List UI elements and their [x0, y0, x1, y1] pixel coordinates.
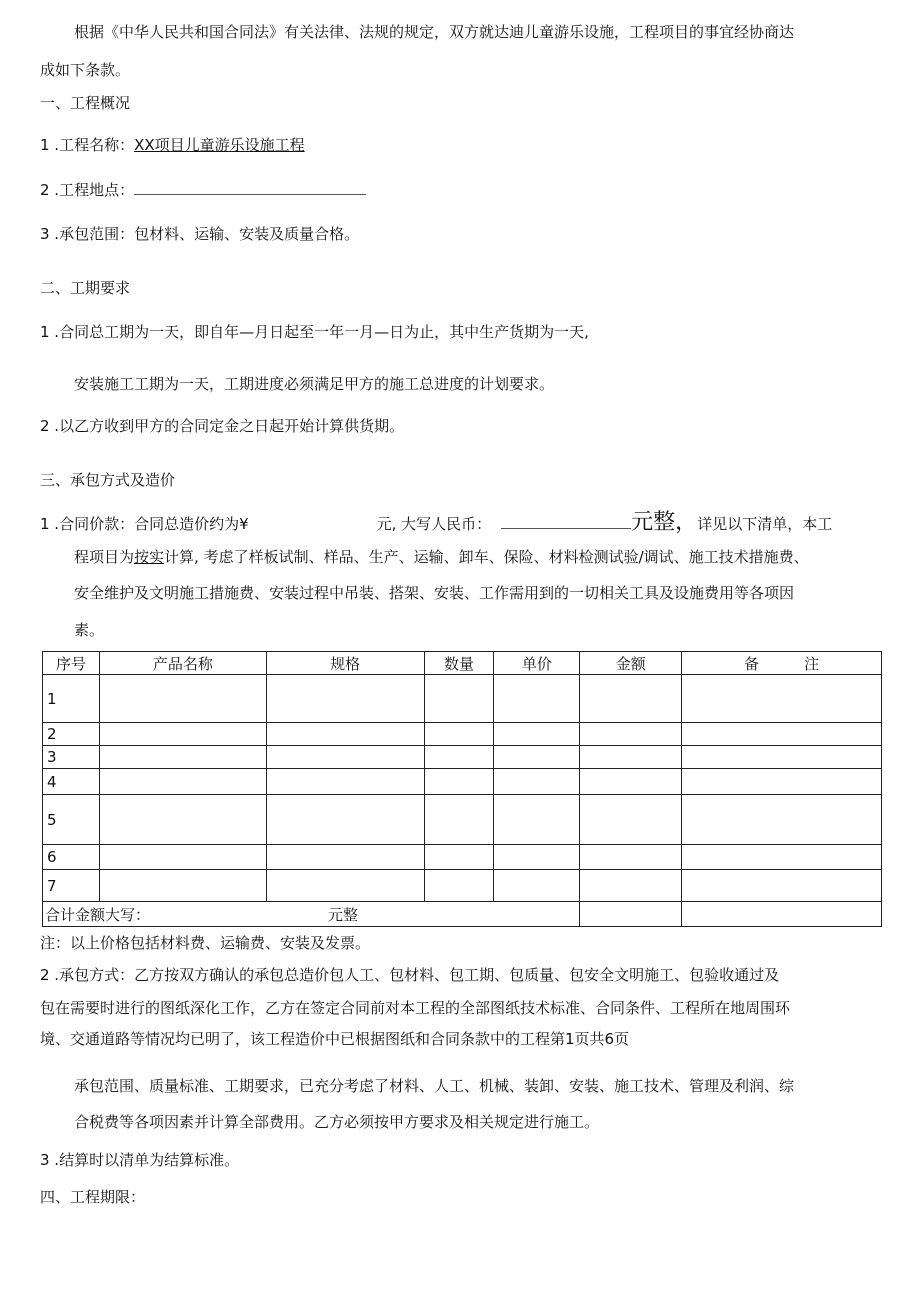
total-row — [43, 902, 882, 927]
table-row — [43, 870, 882, 902]
th: 数量 — [424, 652, 494, 675]
th: 备 注 — [682, 652, 882, 675]
th: 产品名称 — [99, 652, 266, 675]
total-label: 合计金额大写： — [45, 905, 151, 924]
table-row — [43, 845, 882, 870]
intro-line: 根据《中华人民共和国合同法》有关法律、法规的规定，双方就达迪儿童游乐设施，工程项目的事宜经协商达 — [74, 23, 795, 41]
site-blank — [134, 180, 366, 195]
table-row — [43, 746, 882, 769]
cell: 6 — [43, 845, 100, 870]
cell: 5 — [43, 795, 100, 845]
text: 计算, 考虑了样板试制、样品、生产、运输、卸车、保险、材料检测试验/调试、施工技术措施费、 — [164, 548, 809, 566]
intro-line: 成如下条款。 — [40, 61, 131, 79]
paragraph: 包在需要时进行的图纸深化工作，乙方在签定合同前对本工程的全部图纸技术标准、合同条件、工程所在地周围环 — [40, 999, 791, 1017]
cell: 4 — [43, 769, 100, 795]
price-line — [40, 510, 833, 535]
paragraph — [74, 547, 809, 567]
text: 元, 大写人民币： — [376, 515, 492, 533]
text: 元整， — [631, 510, 698, 535]
table-row — [43, 769, 882, 795]
paragraph: 安全维护及文明施工措施费、安装过程中吊装、搭架、安装、工作需用到的一切相关工具及设施费用等各项因 — [74, 584, 795, 602]
th: 单价 — [494, 652, 580, 675]
total-unit: 元整 — [328, 905, 359, 924]
text: 1 .合同价款：合同总造价约为¥ — [40, 515, 249, 533]
section-title: 三、承包方式及造价 — [40, 471, 176, 489]
project-name — [40, 135, 305, 155]
paragraph: 承包范围、质量标准、工期要求，已充分考虑了材料、人工、机械、装卸、安装、施工技术、管理及利润、综 — [74, 1077, 795, 1095]
section-title: 二、工期要求 — [40, 279, 131, 297]
paragraph: 素。 — [74, 621, 105, 639]
table-row — [43, 675, 882, 723]
note: 注：以上价格包括材料费、运输费、安装及发票。 — [40, 934, 371, 952]
price-table — [42, 651, 882, 927]
paragraph: 2 .以乙方收到甲方的合同定金之日起开始计算供货期。 — [40, 417, 405, 435]
section-title: 一、工程概况 — [40, 94, 131, 112]
cell: 3 — [43, 746, 100, 769]
paragraph: 2 .承包方式：乙方按双方确认的承包总造价包人工、包材料、包工期、包质量、包安全文明施工、包验收通过及 — [40, 966, 780, 984]
paragraph: 3 .结算时以清单为结算标准。 — [40, 1151, 240, 1169]
text: 程项目为 — [74, 548, 135, 566]
table-header — [43, 652, 882, 675]
th: 序号 — [43, 652, 100, 675]
paragraph: 合税费等各项因素并计算全部费用。乙方必须按甲方要求及相关规定进行施工。 — [74, 1113, 600, 1131]
paragraph: 1 .合同总工期为一天，即自年—月日起至一年一月—日为止，其中生产货期为一天, — [40, 323, 589, 341]
label: 2 .工程地点： — [40, 181, 135, 199]
amount-blank — [501, 514, 631, 529]
cell: 2 — [43, 723, 100, 746]
paragraph: 安装施工工期为一天，工期进度必须满足甲方的施工总进度的计划要求。 — [74, 375, 555, 393]
project-site — [40, 180, 366, 200]
th: 金额 — [580, 652, 682, 675]
project-name-value: XX项目儿童游乐设施工程 — [134, 136, 305, 154]
table-row — [43, 795, 882, 845]
section-title: 四、工程期限： — [40, 1188, 146, 1206]
th: 规格 — [266, 652, 424, 675]
table-row — [43, 723, 882, 746]
cell: 1 — [43, 675, 100, 723]
paragraph: 境、交通道路等情况均已明了，该工程造价中已根据图纸和合同条款中的工程第1页共6页 — [40, 1030, 630, 1048]
label: 1 .工程名称： — [40, 136, 135, 154]
cell: 7 — [43, 870, 100, 902]
text: 按实 — [134, 548, 165, 566]
text: 详见以下清单，本工 — [697, 515, 833, 533]
scope: 3 .承包范围：包材料、运输、安装及质量合格。 — [40, 225, 360, 243]
